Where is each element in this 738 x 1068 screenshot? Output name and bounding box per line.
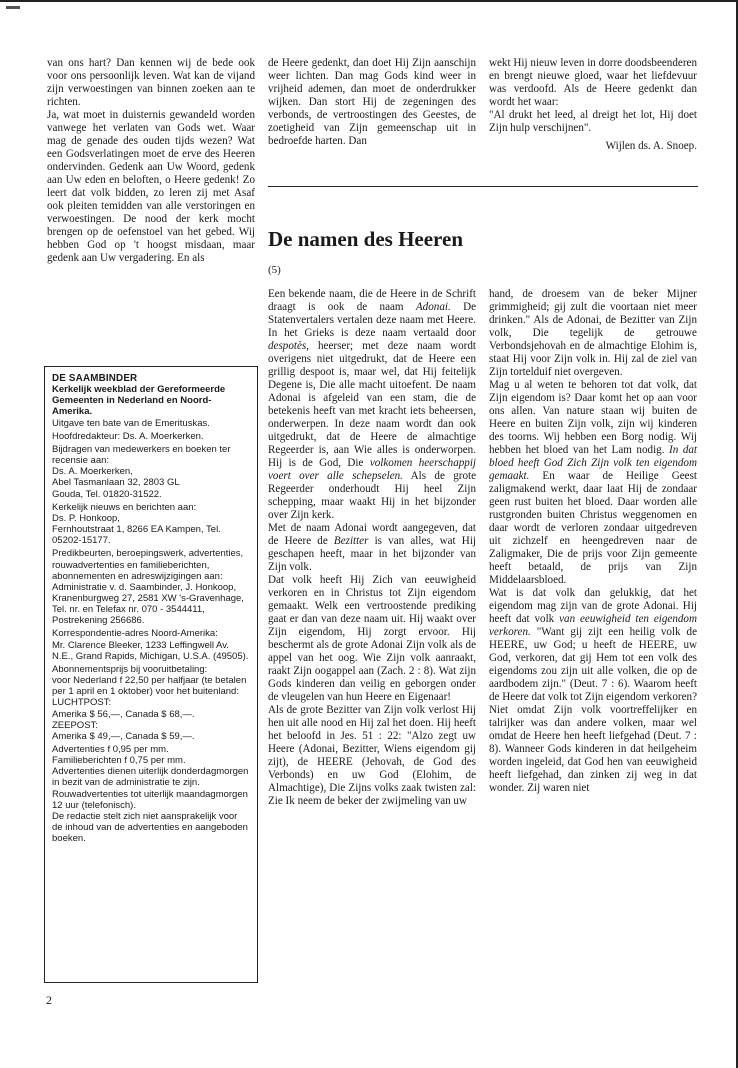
page-top-edge xyxy=(0,0,738,2)
colophon-subtitle: Kerkelijk weekblad der Gereformeerde Gemeenten in Nederland en Noord-Amerika. xyxy=(52,384,226,418)
article-paragraph: Met de naam Adonai wordt aangegeven, dat de Heere de Bezitter is van alles, wat Hij geschapen heeft, maar in het bijzonder van Zijn volk. xyxy=(268,522,476,573)
colophon-box xyxy=(44,366,258,983)
italic-emphasis: despotès, xyxy=(268,340,309,352)
colophon-title: DE SAAMBINDER xyxy=(52,373,138,384)
colophon-airmail-price: Amerika $ 56,—, Canada $ 68,—. xyxy=(52,708,195,720)
section-divider xyxy=(268,186,698,187)
colophon-admin-address: Administratie v. d. Saambinder, J. Honkoop, Kranenburgweg 27, 2581 XW 's-Gravenhage, Tel. nr. en Telefax nr. 070 - 3544411, Postrekening 256686. xyxy=(52,581,244,627)
italic-emphasis: Adonai. xyxy=(415,301,451,313)
colophon-contrib-address-line2: Gouda, Tel. 01820-31522. xyxy=(52,488,162,500)
italic-emphasis: Bezitter xyxy=(333,535,369,547)
colophon-na-intro: Korrespondentie-adres Noord-Amerika: xyxy=(52,628,218,640)
colophon-contrib-intro: Bijdragen van medewerkers en boeken ter recensie aan: xyxy=(52,443,231,467)
top-column-2-text: de Heere gedenkt, dan doet Hij Zijn aanschijn weer lichten. Dan mag Gods kind weer in vrijheid ademen, dan moet de onderdrukker wijken. Dan stort Hij de zegeningen des verbonds, de vertroostingen des Geestes, de zoetigheid van Zijn gemeenschap uit in bedroefde harten. Dan xyxy=(268,57,476,147)
colophon-contrib-address-line1: Abel Tasmanlaan 32, 2803 GL xyxy=(52,477,180,489)
page-number: 2 xyxy=(46,993,52,1007)
colophon-publisher: Uitgave ten bate van de Emerituskas. xyxy=(52,417,210,429)
scan-mark xyxy=(6,6,20,9)
article-paragraph: Wat is dat volk dan gelukkig, dat het eigendom mag zijn van de grote Adonai. Hij heeft dat volk van eeuwigheid ten eigendom verkoren. "Want gij zijt een heilig volk de HEERE, uw God; u heeft de HEERE, uw God, verkoren, dat gij Hem tot een volk des eigendoms zou zijn uit alle volken, die op de aardbodem zijn." (Deut. 7 : 6). Waarom heeft de Heere dat volk tot Zijn eigendom verkoren? Niet omdat Zijn volk voortreffelijker en talrijker was dan andere volken, maar wel omdat de Heere hen heeft liefgehad (Deut. 7 : 8). Wanneer Gods kinderen in dat heilgeheim worden ingeleid, dat God hen van eeuwigheid heeft liefgehad, dan zinken zij weg in dat wonder. Zij waren niet xyxy=(489,587,697,794)
italic-emphasis: volkomen heerschappij voert over alle schepselen. xyxy=(268,457,476,482)
article-paragraph: Mag u al weten te behoren tot dat volk, dat Zijn eigendom is? Daar komt het op aan voor ons allen. Van nature staan wij buiten de Heere en buiten Zijn volk, zijn wij kinderen des toorns. Wij hebben een Borg nodig. Wij hebben het bloed van het Lam nodig. In dat bloed heeft God Zich Zijn volk ten eigendom gemaakt. En waar de Heilige Geest zaligmakend werkt, daar laat Hij de zondaar geen rust buiten het bloed. Daar worden alle rustgronden buiten Christus weggenomen en daar wordt de verloren zondaar uitgedreven uit zichzelf en heengedreven naar de Zaligmaker, Die de prijs voor Zijn gemeente heeft betaald, de prijs van Zijn Middelaarsbloed. xyxy=(489,379,697,586)
colophon-ads-price: Advertenties f 0,95 per mm. xyxy=(52,744,169,755)
colophon-ads-deadline: Advertenties dienen uiterlijk donderdagmorgen in bezit van de administratie te zijn. xyxy=(52,766,249,789)
top-column-3 xyxy=(489,57,697,153)
article-title: De namen des Heeren xyxy=(268,227,463,251)
top-column-1-text: van ons hart? Dan kennen wij de bede ook voor ons persoonlijk leven. Wat kan de vijand zijn verwoestingen van binnen zoeken aan te richten. Ja, wat moet in duisternis gewandeld worden vanwege het verlaten van Gods wet. Waar mag de genade des ouden tijds wezen? Wat een Godsverlatingen moet de erve des Heeren ondervinden. Gedenk aan Uw Woord, gedenk aan Uw eden en beloften, o Heere gedenk! Zo leert dat volk bidden, zo leren zij met Asaf ook pleiten temidden van alle verstoringen en verwoestingen. De nood der kerk mocht brengen op de oefenstoel van het gebed. Wij hebben God op 't hoogst misdaan, maar gedenk aan Uw vergadering. En als xyxy=(47,57,255,264)
colophon-news-address: Fernhoutstraat 1, 8266 EA Kampen, Tel. 05202-15177. xyxy=(52,524,221,547)
top-column-3-text: wekt Hij nieuw leven in dorre doodsbeenderen en brengt nieuwe gloed, waar het liefdevuur was verdoofd. Als de Heere gedenkt dan wordt het waar: "Al drukt het leed, al dreigt het lot, Hij doet Zijn hulp verschijnen". xyxy=(489,57,697,134)
colophon-admin-intro: Predikbeurten, beroepingswerk, advertenties, rouwadvertenties en familieberichten, abonnementen en adreswijzigingen aan: xyxy=(52,548,244,582)
italic-emphasis: In dat bloed heeft God Zich Zijn volk ten eigendom gemaakt. xyxy=(489,444,697,482)
colophon-contrib-name: Ds. A. Moerkerken, xyxy=(52,466,133,478)
colophon-mourning-deadline: Rouwadvertenties tot uiterlijk maandagmorgen 12 uur (telefonisch). xyxy=(52,788,248,811)
colophon-subscription-intro: Abonnementsprijs bij vooruitbetaling: xyxy=(52,663,208,675)
colophon-seamail-price: Amerika $ 49,—, Canada $ 59,—. xyxy=(52,730,195,742)
article-paragraph: Een bekende naam, die de Heere in de Schrift draagt is ook de naam Adonai. De Statenvertalers vertalen deze naam met Heere. In het Grieks is deze naam vertaald door despotès, heerser; met deze naam wordt overigens niet uitgedrukt, dat de Heere een grillig despoot is, maar wel, dat Hij feitelijk Degene is, Die alle macht uitoefent. De naam Adonai is afgeleid van een stam, die de betekenis heeft van met kracht iets beheersen, onderwerpen. In deze naam wordt dan ook uitgedrukt, dat de Heere de almachtige Regeerder is, aan Wie alles is onderworpen. Hij is de God, Die volkomen heerschappij voert over alle schepselen. Als de grote Regeerder onderhoudt Hij heel Zijn schepping, maar waakt Hij in het bijzonder over Zijn kerk. xyxy=(268,288,476,521)
colophon-family-price: Familieberichten f 0,75 per mm. xyxy=(52,755,186,767)
colophon-subscription-nl: voor Nederland f 22,50 per halfjaar (te betalen per 1 april en 1 oktober) voor het buitenland: xyxy=(52,675,247,698)
top-column-1 xyxy=(47,57,255,265)
article-column-2 xyxy=(489,288,697,795)
colophon-disclaimer: De redactie stelt zich niet aansprakelijk voor de inhoud van de advertenties en aangeboden boeken. xyxy=(52,810,248,845)
colophon-news-name: Ds. P. Honkoop, xyxy=(52,512,120,524)
top-column-2 xyxy=(268,57,476,148)
article-paragraph: hand, de droesem van de beker Mijner grimmigheid; gij zult die voortaan niet meer drinken." Als de Adonai, de Bezitter van Zijn volk, Die tegelijk de getrouwe Verbondsjehovah en de almachtige Elohim is, staat Hij voor Zijn volk in. Hij zal de ziel van Zijn tortelduif niet overgeven. xyxy=(489,288,697,378)
colophon-news-intro: Kerkelijk nieuws en berichten aan: xyxy=(52,501,197,513)
article-number: (5) xyxy=(268,264,281,276)
colophon-seamail-label: ZEEPOST: xyxy=(52,719,98,731)
colophon-na-address: Mr. Clarence Bleeker, 1233 Leffingwell Av. N.E., Grand Rapids, Michigan, U.S.A. (49505). xyxy=(52,639,249,662)
colophon-airmail-label: LUCHTPOST: xyxy=(52,697,112,709)
article-paragraph: Als de grote Bezitter van Zijn volk verlost Hij hen uit alle nood en Hij zal het doen. Hij heeft het beloofd in Jes. 51 : 22: "Alzo zegt uw Heere (Adonai, Bezitter, Wiens eigendom gij zijt), de HEERE (Jehovah, de God des Verbonds) en uw God (Elohim, de Almachtige), Die Zijns volks zaak twisten zal: Zie Ik neem de beker der zwijmeling van uw xyxy=(268,704,476,807)
italic-emphasis: van eeuwigheid ten eigendom verkoren. xyxy=(489,613,697,638)
colophon-editor: Hoofdredakteur: Ds. A. Moerkerken. xyxy=(52,430,204,442)
article-paragraph: Dat volk heeft Hij Zich van eeuwigheid verkoren en in Christus tot Zijn eigendom gemaakt. Welk een vertroostende prediking gaat er dan van deze naam uit. Hij waakt over Zijn eigendom, Hij zorgt ervoor. Hij beschermt als de grote Adonai Zijn volk als de appel van het oog. Wie Zijn volk aanraakt, raakt Zijn oogappel aan (Zach. 2 : 8). Wat zijn Gods kinderen dan veilig en geborgen onder de vleugelen van hun Heere en Eigenaar! xyxy=(268,574,476,703)
signature: Wijlen ds. A. Snoep. xyxy=(605,140,697,152)
article-column-1 xyxy=(268,288,476,808)
